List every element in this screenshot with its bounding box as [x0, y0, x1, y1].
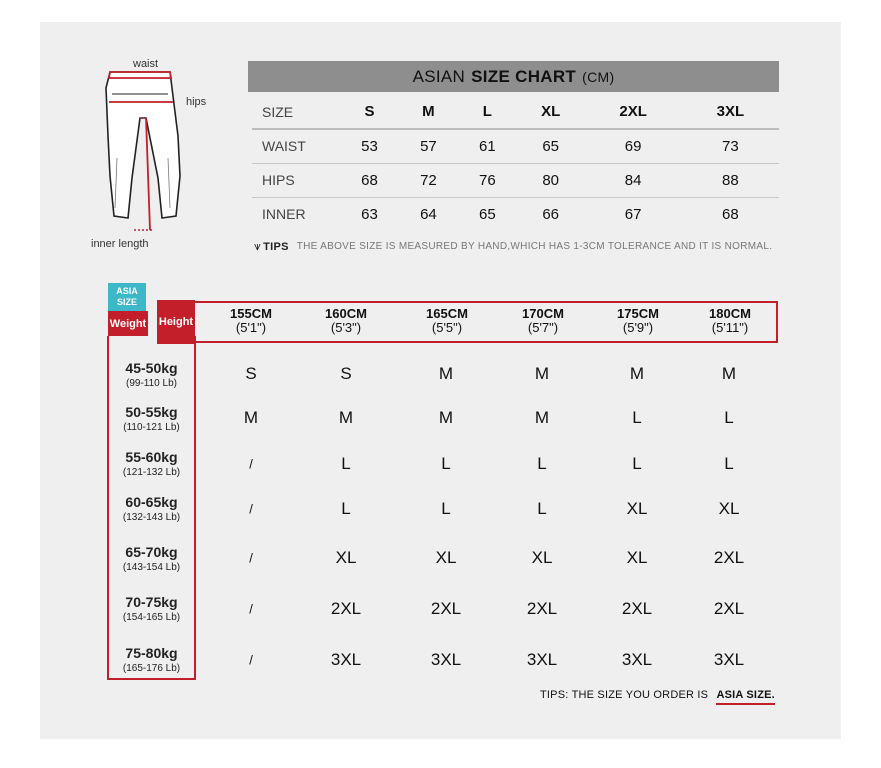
- size-grid-cell: L: [537, 499, 547, 518]
- size-col-header: S: [364, 103, 375, 120]
- size-grid-cell: M: [243, 408, 259, 427]
- title-unit: (CM): [582, 68, 615, 85]
- weight-row-header: [109, 361, 194, 391]
- weight-tag: Weight: [108, 311, 148, 336]
- table-cell: 67: [585, 197, 682, 231]
- weight-row-header: [109, 405, 194, 435]
- height-col-header: [426, 307, 468, 335]
- asia-size-badge: [108, 283, 146, 311]
- weight-row-header: [109, 646, 194, 676]
- height-cm: 180CM: [709, 306, 751, 321]
- measurement-table: [252, 95, 779, 231]
- weight-lb: (121-132 Lb): [122, 467, 181, 478]
- height-ft: (5'7"): [527, 320, 559, 335]
- size-grid-cell: XL: [626, 548, 648, 567]
- size-grid-cell: XL: [626, 499, 648, 518]
- size-col-header: M: [422, 103, 435, 120]
- size-grid-cell: XL: [718, 499, 740, 518]
- weight-lb: (154-165 Lb): [122, 612, 181, 623]
- size-grid-cell: XL: [435, 548, 457, 567]
- pants-illustration: [82, 58, 242, 258]
- weight-kg: 50-55kg: [125, 404, 178, 420]
- size-grid-cell: M: [629, 364, 645, 383]
- size-grid-cell: S: [245, 364, 257, 383]
- size-grid-cell: 3XL: [430, 650, 462, 669]
- table-cell: 63: [340, 197, 399, 231]
- weight-row-header: [109, 495, 194, 525]
- height-cm: 155CM: [230, 306, 272, 321]
- size-grid-cell: L: [724, 408, 734, 427]
- size-grid-cell: 3XL: [526, 650, 558, 669]
- size-col-header: 2XL: [619, 103, 647, 120]
- height-cm: 160CM: [325, 306, 367, 321]
- table-cell: 73: [682, 129, 779, 163]
- row-label: WAIST: [252, 129, 340, 163]
- size-col-header: XL: [541, 103, 561, 120]
- weight-kg: 70-75kg: [125, 594, 178, 610]
- weight-row-header: [109, 595, 194, 625]
- height-col-header: [709, 307, 751, 335]
- size-grid-cell: 3XL: [330, 650, 362, 669]
- order-size-tip: [540, 689, 775, 701]
- weight-lb: (132-143 Lb): [122, 512, 181, 523]
- size-grid-cell: 2XL: [713, 599, 745, 618]
- size-col-header: 3XL: [716, 103, 745, 120]
- table-cell: 66: [517, 197, 585, 231]
- weight-kg: 60-65kg: [125, 494, 178, 510]
- height-ft: (5'3"): [330, 320, 362, 335]
- table-cell: 65: [517, 129, 585, 163]
- table-cell: 80: [517, 163, 585, 197]
- size-grid-cell: /: [249, 652, 253, 668]
- share-icon: ⩛: [254, 239, 262, 253]
- table-cell: 88: [682, 163, 779, 197]
- tips-text: THE ABOVE SIZE IS MEASURED BY HAND,WHICH HAS 1-3CM TOLERANCE AND IT IS NORMAL.: [296, 241, 773, 252]
- height-col-header: [325, 307, 367, 335]
- weight-kg: 75-80kg: [125, 645, 178, 661]
- table-cell: 72: [399, 163, 458, 197]
- height-ft: (5'5"): [431, 320, 463, 335]
- height-cm: 165CM: [426, 306, 468, 321]
- height-ft: (5'11"): [711, 320, 749, 335]
- table-cell: 68: [340, 163, 399, 197]
- size-grid-cell: XL: [335, 548, 357, 567]
- size-grid-cell: /: [249, 456, 253, 472]
- table-cell: 53: [340, 129, 399, 163]
- size-grid-cell: L: [724, 454, 734, 473]
- table-cell: 68: [682, 197, 779, 231]
- size-grid-cell: L: [441, 454, 451, 473]
- size-grid-cell: /: [249, 550, 253, 566]
- height-col-header: [617, 307, 659, 335]
- badge-line-2: SIZE: [116, 297, 137, 307]
- weight-row-header: [109, 545, 194, 575]
- table-cell: 64: [399, 197, 458, 231]
- row-label: HIPS: [252, 163, 340, 197]
- size-grid-cell: XL: [531, 548, 553, 567]
- size-grid-cell: 2XL: [713, 548, 745, 567]
- size-grid-cell: /: [249, 501, 253, 517]
- size-grid-cell: M: [721, 364, 737, 383]
- weight-lb: (143-154 Lb): [122, 562, 181, 573]
- tips-label: TIPS: [263, 240, 289, 253]
- size-grid-cell: M: [438, 408, 454, 427]
- table-row-inner: [252, 197, 779, 231]
- title-word-asian: ASIAN: [412, 66, 466, 86]
- size-grid-cell: 2XL: [526, 599, 558, 618]
- order-tip-emphasis: ASIA SIZE.: [716, 689, 774, 705]
- height-header-bar: [195, 301, 778, 343]
- weight-kg: 65-70kg: [125, 544, 178, 560]
- height-tag: Height: [157, 300, 195, 344]
- size-header-label: SIZE: [262, 103, 294, 120]
- inner-length-label: inner length: [91, 238, 149, 250]
- table-cell: 61: [458, 129, 517, 163]
- weight-row-header: [109, 450, 194, 480]
- size-grid-cell: M: [534, 364, 550, 383]
- size-grid-cell: 3XL: [621, 650, 653, 669]
- height-col-header: [230, 307, 272, 335]
- size-grid-cell: L: [632, 454, 642, 473]
- table-cell: 84: [585, 163, 682, 197]
- weight-column: [107, 343, 196, 680]
- size-grid-cell: M: [438, 364, 454, 383]
- weight-lb: (165-176 Lb): [122, 663, 181, 674]
- size-header-row: [252, 95, 779, 129]
- tolerance-tip: [254, 239, 772, 254]
- size-col-header: L: [482, 103, 492, 120]
- weight-lb: (110-121 Lb): [123, 422, 180, 433]
- title-word-size-chart: SIZE CHART: [471, 66, 577, 86]
- weight-kg: 45-50kg: [125, 360, 178, 376]
- size-grid-cell: 3XL: [713, 650, 745, 669]
- size-grid-cell: 2XL: [621, 599, 653, 618]
- table-row-hips: [252, 163, 779, 197]
- waist-label: waist: [133, 58, 159, 70]
- weight-kg: 55-60kg: [125, 449, 178, 465]
- size-grid-cell: L: [537, 454, 547, 473]
- table-cell: 57: [399, 129, 458, 163]
- hips-label: hips: [186, 96, 207, 108]
- size-grid-cell: S: [340, 364, 352, 383]
- size-grid-cell: M: [534, 408, 550, 427]
- pants-diagram: [82, 58, 242, 258]
- size-grid-cell: L: [341, 499, 351, 518]
- size-grid-cell: L: [632, 408, 642, 427]
- size-grid-cell: L: [341, 454, 351, 473]
- height-ft: (5'1"): [235, 320, 267, 335]
- size-grid-cell: /: [249, 601, 253, 617]
- table-row-waist: [252, 129, 779, 163]
- table-cell: 76: [458, 163, 517, 197]
- height-cm: 175CM: [617, 306, 659, 321]
- weight-lb: (99-110 Lb): [126, 378, 177, 389]
- size-grid-cell: M: [338, 408, 354, 427]
- table-cell: 65: [458, 197, 517, 231]
- size-grid-cell: 2XL: [330, 599, 362, 618]
- size-chart-title: [248, 61, 779, 92]
- height-ft: (5'9"): [622, 320, 654, 335]
- height-col-header: [522, 307, 564, 335]
- table-cell: 69: [585, 129, 682, 163]
- row-label: INNER: [252, 197, 340, 231]
- height-cm: 170CM: [522, 306, 564, 321]
- size-grid-cell: L: [441, 499, 451, 518]
- size-grid-cell: 2XL: [430, 599, 462, 618]
- order-tip-text: TIPS: THE SIZE YOU ORDER IS: [540, 689, 709, 701]
- badge-line-1: ASIA: [116, 286, 138, 296]
